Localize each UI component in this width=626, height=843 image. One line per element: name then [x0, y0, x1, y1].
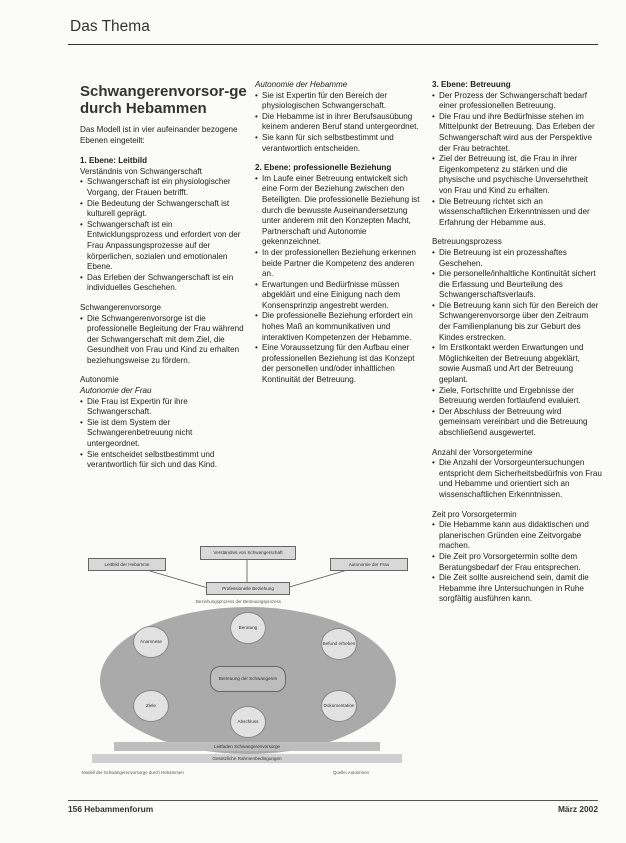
list-item: • Die personelle/inhaltliche Kontinuität sichert die Erfassung und Beurteilung des Schwangerschaftsverlaufs. [432, 269, 602, 301]
circle-beratung: Beratung [230, 612, 266, 644]
heading-leitbild: 1. Ebene: Leitbild [80, 156, 148, 166]
bullet-list [80, 177, 247, 294]
bullet-list [432, 520, 602, 605]
circle-dokumentation: Dokumentation [321, 690, 357, 722]
list-item: • Der Abschluss der Betreuung wird gemeinsam vereinbart und die Betreuung abschließend ausgewertet. [432, 407, 602, 439]
section-header [68, 14, 598, 45]
list-item: • Sie kann für sich selbstbestimmt und verantwortlich entscheiden. [255, 133, 425, 154]
bar-leitfaden: Leitfaden Schwangerenvorsorge [114, 742, 380, 751]
column-2 [255, 80, 425, 395]
model-diagram [78, 544, 416, 780]
subheading: Anzahl der Vorsorgetermine [432, 447, 533, 457]
article-intro: Das Modell ist in vier aufeinander bezogene Ebenen eingeteilt: [80, 125, 238, 145]
diagram-caption-left: Modell der Schwangerenvorsorge durch Hebammen [82, 770, 184, 775]
circle-abschluss: Abschluss [230, 706, 266, 738]
circle-ziele: Ziele [133, 690, 169, 722]
list-item: • Sie ist dem System der Schwangerenbetreuung nicht untergeordnet. [80, 418, 247, 450]
box-autonomie: Autonomie der Frau [330, 558, 408, 571]
box-verstaendnis: Verständnis von Schwangerschaft [200, 546, 296, 560]
list-item: • Eine Voraussetzung für den Aufbau einer professionellen Beziehung ist das Konzept der personellen und/oder inhaltlichen Kontinuität der Betreuung. [255, 343, 425, 385]
list-item: • In der professionellen Beziehung erkennen beide Partner die Kompetenz des anderen an. [255, 248, 425, 280]
list-item: • Die Frau und ihre Bedürfnisse stehen im Mittelpunkt der Betreuung. Das Erleben der Schwangerschaft wird aus der Perspektive der Frau betrachtet. [432, 112, 602, 154]
bullet-list [432, 458, 602, 500]
column-1 [80, 80, 247, 480]
subheading: Betreuungsprozess [432, 237, 502, 247]
bullet-list [432, 91, 602, 229]
bullet-list [80, 314, 247, 367]
list-item: • Ziele, Fortschritte und Ergebnisse der Betreuung werden fortlaufend evaluiert. [432, 386, 602, 407]
subheading: Schwangerenvorsorge [80, 302, 161, 312]
subheading: Zeit pro Vorsorgetermin [432, 509, 517, 519]
list-item: • Die Hebamme kann aus didaktischen und planerischen Gründen eine Zeitvorgabe machen. [432, 520, 602, 552]
bullet-list [432, 248, 602, 439]
subheading-italic: Autonomie der Hebamme [255, 80, 348, 89]
footer-right: März 2002 [557, 804, 598, 814]
heading-beziehung: 2. Ebene: professionelle Beziehung [255, 163, 392, 173]
list-item: • Erwartungen und Bedürfnisse müssen abgeklärt und eine Einigung nach dem Konsensprinzip angestrebt werden. [255, 280, 425, 312]
bullet-list [255, 174, 425, 386]
column-3 [432, 80, 602, 614]
subheading-italic: Autonomie der Frau [80, 386, 152, 396]
list-item: • Ziel der Betreuung ist, die Frau in ihrer Eigenkompetenz zu stärken und die physische und psychische Unversehrtheit von Frau und Kind zu erhalten. [432, 154, 602, 196]
circle-befund: Befund erheben [321, 628, 357, 660]
list-item: • Die Hebamme ist in ihrer Berufsausübung keinem anderen Beruf stand untergeordnet. [255, 112, 425, 133]
page-footer [68, 800, 598, 814]
bullet-list [80, 397, 247, 471]
list-item: • Die Betreuung ist ein prozesshaftes Geschehen. [432, 248, 602, 269]
subheading: Autonomie [80, 375, 119, 385]
diagram-caption-top: Beziehungsprozess der Betreuungsprozess [196, 599, 281, 604]
list-item: • Im Laufe einer Betreuung entwickelt sich eine Form der Beziehung zwischen den Beteiligten. Die professionelle Beziehung ist durch die bewusste Auseinandersetzung unter anderem mit den Konzepten Macht, Partnerschaft und Autonomie gekennzeichnet. [255, 174, 425, 248]
list-item: • Die Zeit sollte ausreichend sein, damit die Hebamme ihre Untersuchungen in Ruhe sorgfältig ausführen kann. [432, 573, 602, 605]
circle-anamnese: Anamnese [133, 626, 169, 658]
article-title: Schwangerenvorsor-ge durch Hebammen [80, 83, 247, 117]
center-betreuung: Betreuung der Schwangeren [210, 666, 286, 692]
list-item: • Die Frau ist Expertin für ihre Schwangerschaft. [80, 397, 247, 418]
list-item: • Schwangerschaft ist ein physiologischer Vorgang, der Frauen betrifft. [80, 177, 247, 198]
list-item: • Das Erleben der Schwangerschaft ist ein individuelles Geschehen. [80, 273, 247, 294]
box-leitbild: Leitbild der Hebamme [88, 558, 166, 571]
list-item: • Die Bedeutung der Schwangerschaft ist kulturell geprägt. [80, 199, 247, 220]
list-item: • Sie ist Expertin für den Bereich der physiologischen Schwangerschaft. [255, 91, 425, 112]
list-item: • Der Prozess der Schwangerschaft bedarf einer professionellen Betreuung. [432, 91, 602, 112]
list-item: • Die professionelle Beziehung erfordert ein hohes Maß an kommunikativen und interaktiven Kompetenzen der Hebamme. [255, 311, 425, 343]
list-item: • Die Zeit pro Vorsorgetermin sollte dem Beratungsbedarf der Frau entsprechen. [432, 552, 602, 573]
bullet-list [255, 91, 425, 155]
footer-left: 156 Hebammenforum [68, 804, 154, 814]
list-item: • Die Schwangerenvorsorge ist die professionelle Begleitung der Frau während der Schwangerschaft mit dem Ziel, die Gesundheit von Frau und Kind zu erhalten beziehungsweise zu fördern. [80, 314, 247, 367]
list-item: • Die Betreuung richtet sich an wissenschaftlichen Erkenntnissen und der Erfahrung der Hebamme aus. [432, 197, 602, 229]
list-item: • Die Betreuung kann sich für den Bereich der Schwangerenvorsorge über den Zeitraum der Familienplanung bis zur Geburt des Kindes erstrecken. [432, 301, 602, 343]
list-item: • Im Erstkontakt werden Erwartungen und Möglichkeiten der Betreuung abgeklärt, sowie Ausmaß und Art der Betreuung geplant. [432, 343, 602, 385]
list-item: • Die Anzahl der Vorsorgeuntersuchungen entspricht dem Sicherheitsbedürfnis von Frau und Hebamme und orientiert sich an wissenschaftlichen Erkenntnissen. [432, 458, 602, 500]
list-item: • Schwangerschaft ist ein Entwicklungsprozess und erfordert von der Frau Anpassungsprozesse auf der körperlichen, sozialen und emotionalen Ebene. [80, 220, 247, 273]
section-label: Das Thema [70, 18, 150, 35]
heading-betreuung: 3. Ebene: Betreuung [432, 80, 511, 89]
subheading: Verständnis von Schwangerschaft [80, 166, 202, 176]
diagram-caption-right: Quelle: Autorinnen [333, 770, 370, 775]
bar-rahmenbedingungen: Gesetzliche Rahmenbedingungen [92, 754, 402, 763]
list-item: • Sie entscheidet selbstbestimmt und verantwortlich für sich und das Kind. [80, 450, 247, 471]
box-beziehung: Professionelle Beziehung [206, 582, 290, 595]
